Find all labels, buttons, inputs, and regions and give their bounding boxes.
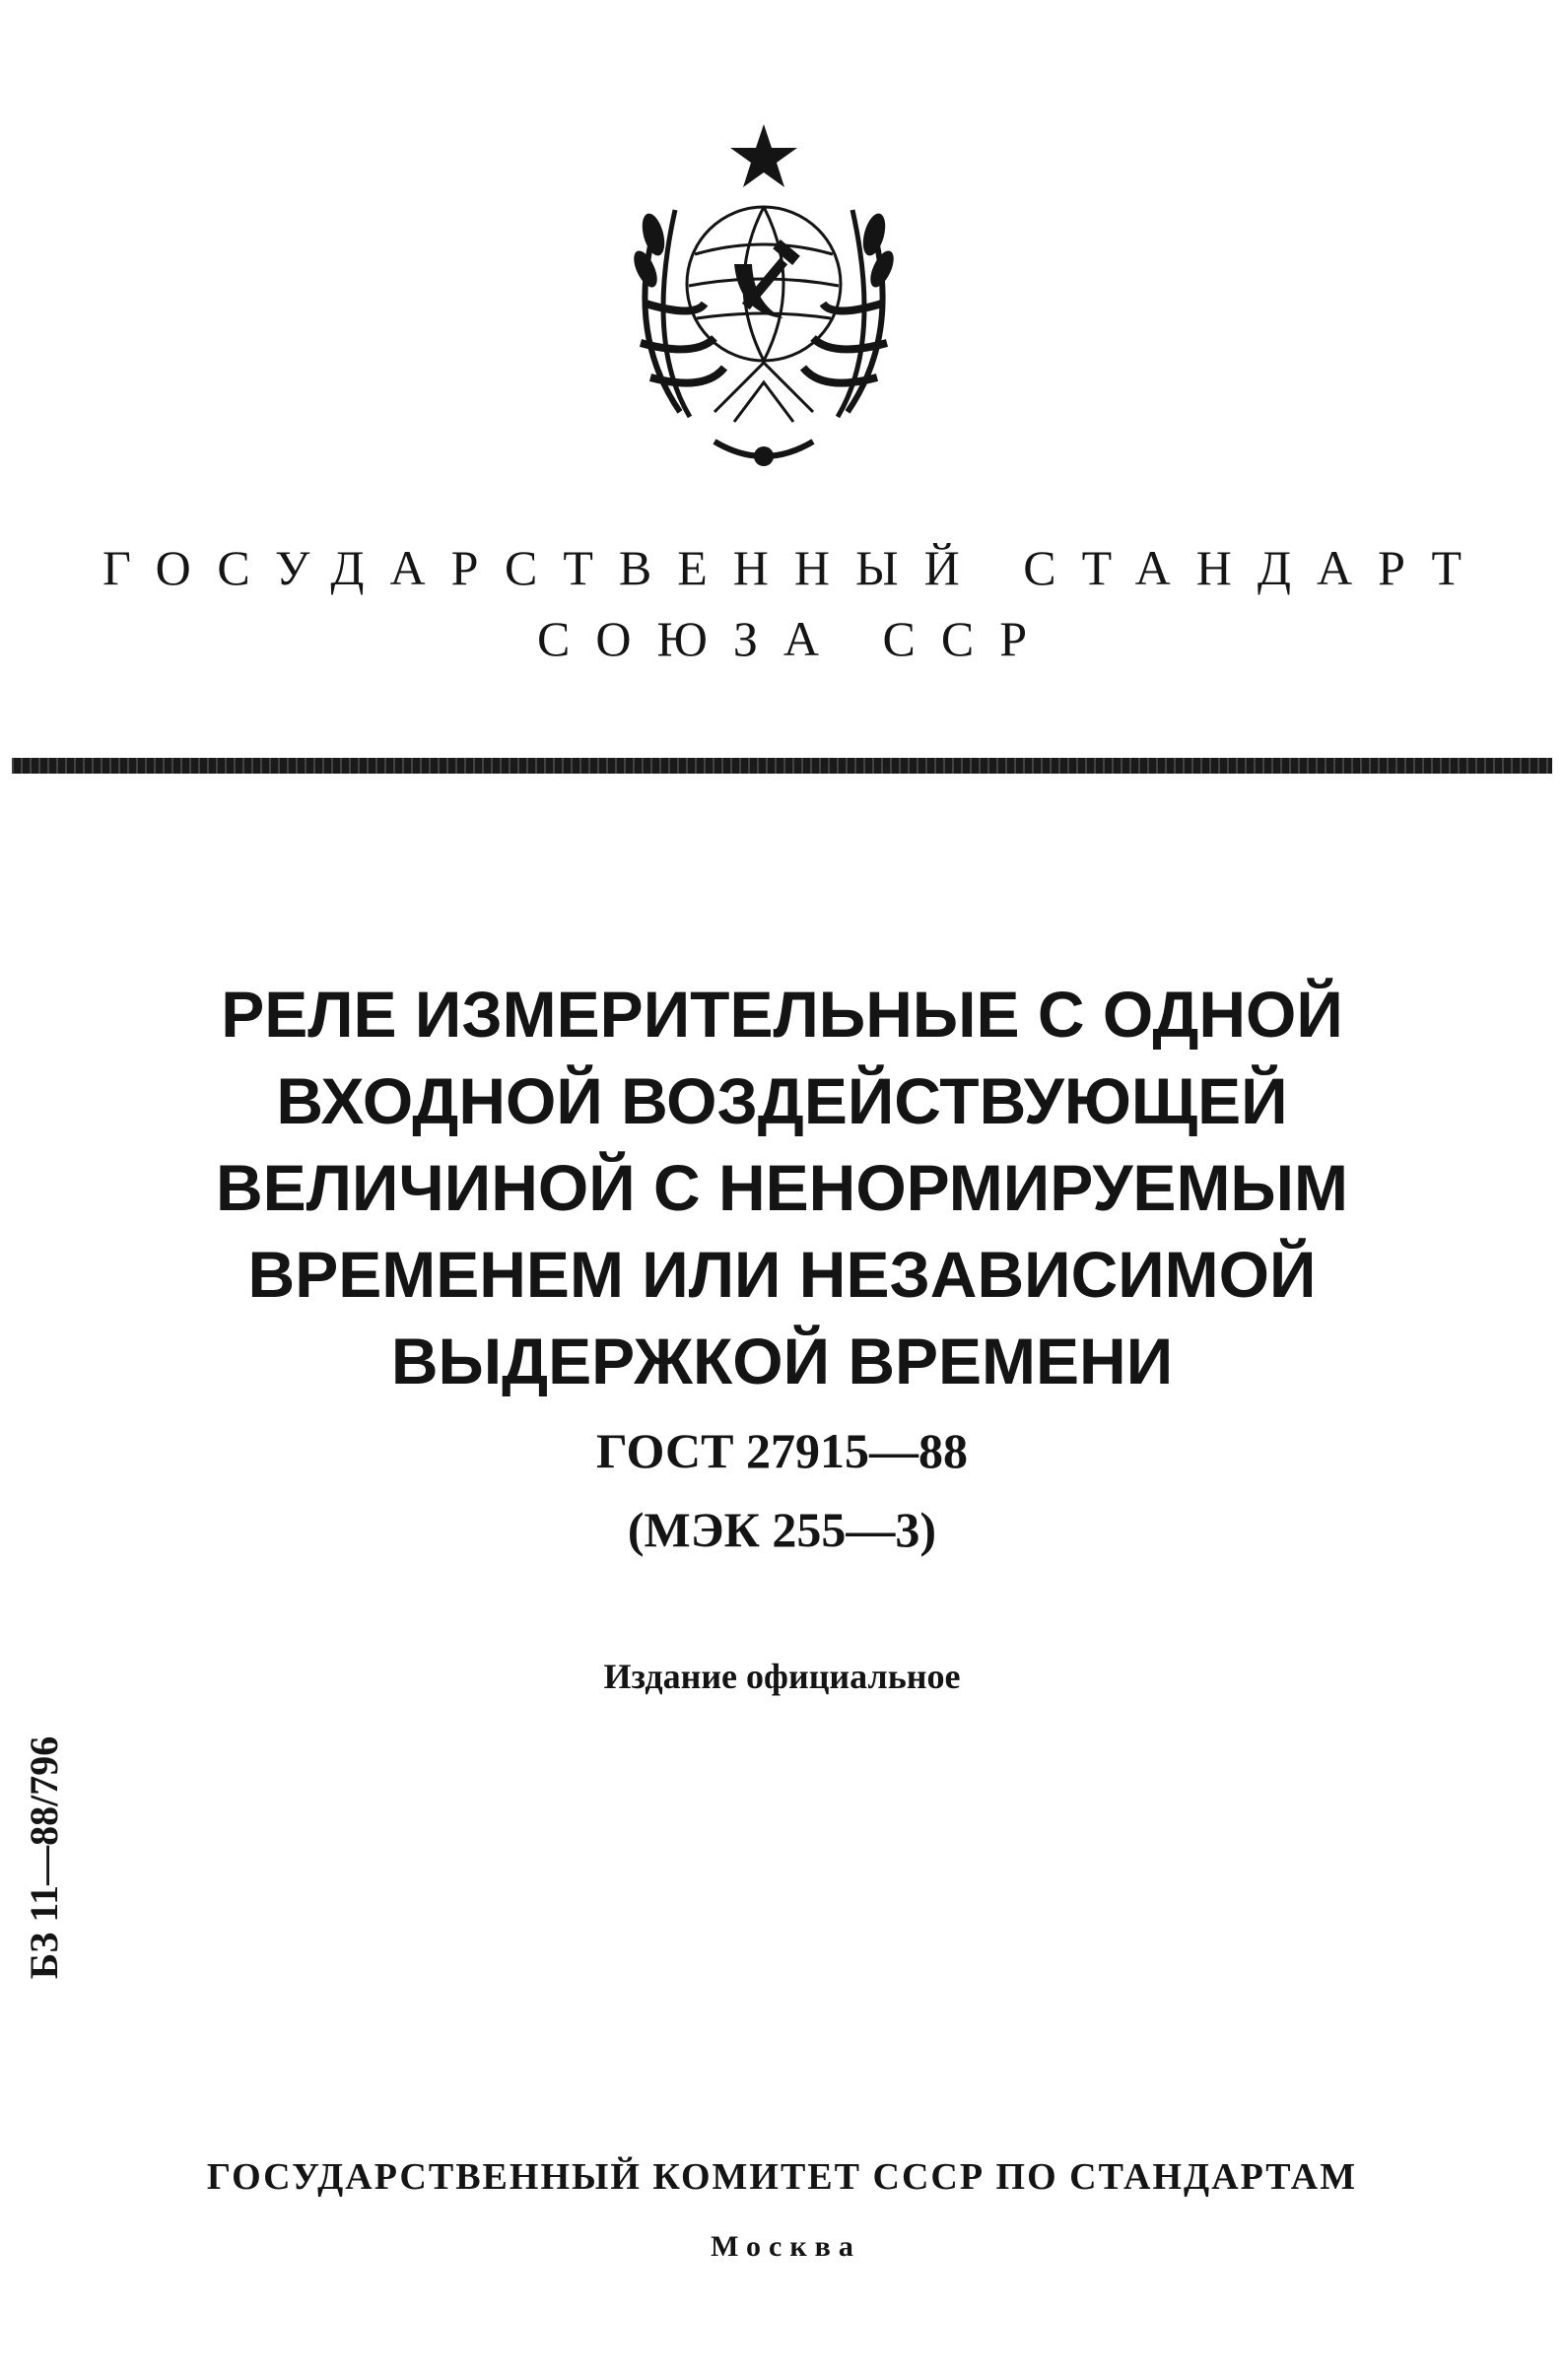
- title-line: ВЕЛИЧИНОЙ С НЕНОРМИРУЕМЫМ: [215, 1151, 1349, 1224]
- header-state-standard: ГОСУДАРСТВЕННЫЙ СТАНДАРТ: [102, 540, 1488, 595]
- title-line: ВРЕМЕНЕМ ИЛИ НЕЗАВИСИМОЙ: [247, 1238, 1317, 1311]
- title-line: РЕЛЕ ИЗМЕРИТЕЛЬНЫЕ С ОДНОЙ: [221, 978, 1343, 1051]
- document-title: [0, 971, 1564, 1404]
- horizontal-rule: [12, 758, 1552, 774]
- header-ussr: СОЮЗА ССР: [536, 611, 1053, 666]
- edition-label: Издание официальное: [603, 1657, 961, 1696]
- publisher-name: ГОСУДАРСТВЕННЫЙ КОМИТЕТ СССР ПО СТАНДАРТАМ: [206, 2156, 1358, 2198]
- iec-designation: (МЭК 255—3): [627, 1502, 937, 1557]
- title-line: ВЫДЕРЖКОЙ ВРЕМЕНИ: [390, 1325, 1174, 1397]
- ussr-state-emblem-icon: [567, 116, 961, 510]
- title-line: ВХОДНОЙ ВОЗДЕЙСТВУЮЩЕЙ: [276, 1064, 1288, 1137]
- publisher-city: Москва: [711, 2230, 861, 2263]
- side-code-text: БЗ 11—88/796: [22, 1735, 66, 1980]
- gost-designation: ГОСТ 27915—88: [595, 1423, 969, 1478]
